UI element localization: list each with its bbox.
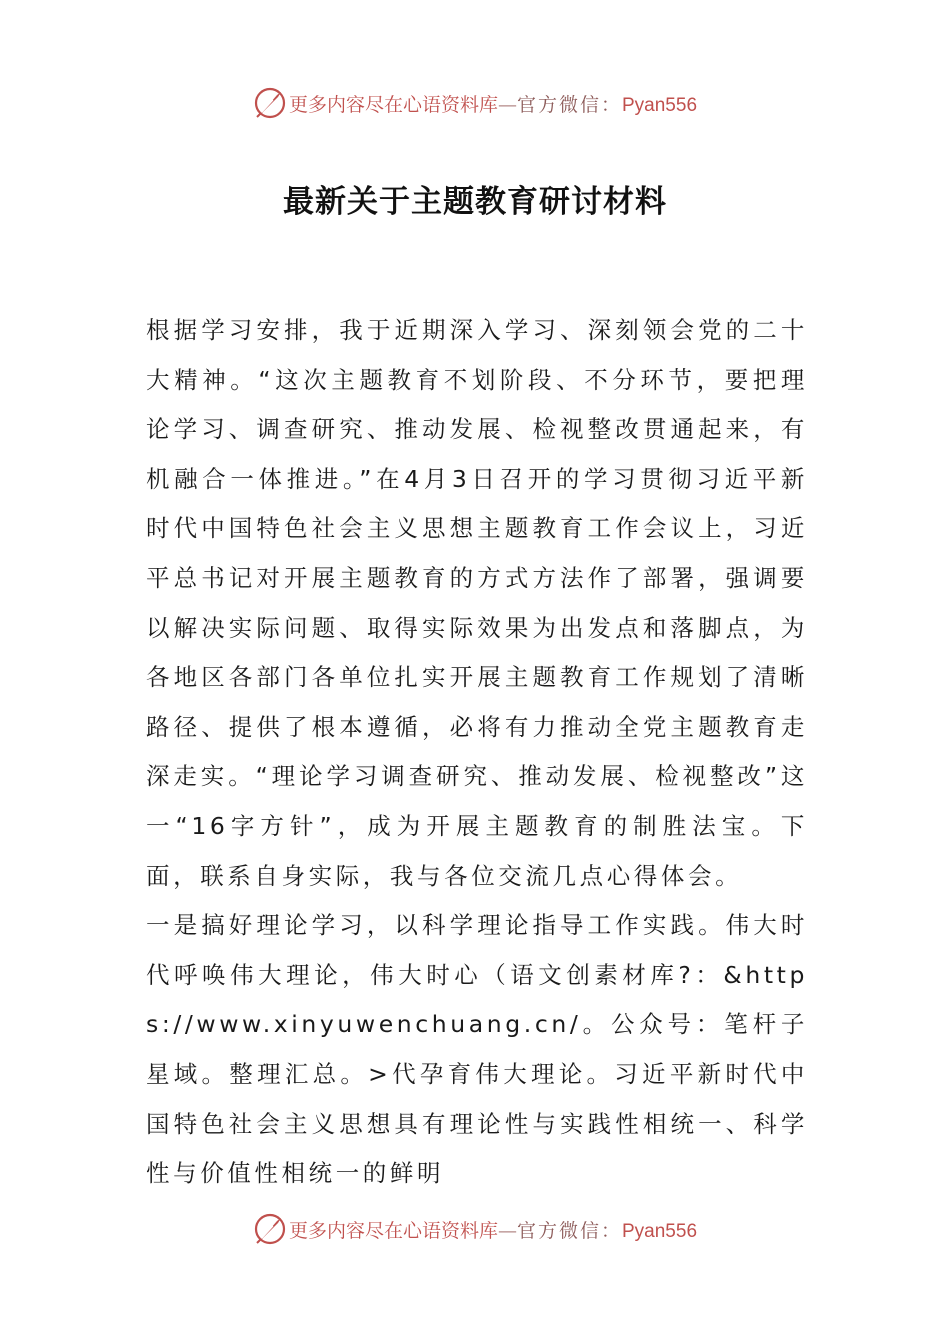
header-banner-separator: — — [497, 93, 517, 116]
header-banner-slogan: 更多内容尽在心语资料库 — [288, 93, 498, 116]
quill-logo-icon — [253, 1212, 287, 1246]
header-banner — [0, 83, 950, 123]
paragraph-point-one: 一是搞好理论学习，以科学理论指导工作实践。伟大时代呼唤伟大理论，伟大时心（语文创素材库?：&https://www.xinyuwenchuang.cn/。公众号：笔杆子星域。整理汇总。>代孕育伟大理论。习近平新时代中国特色社会主义思想具有理论性与实践性相统一、科学性与价值性相统一的鲜明 — [146, 911, 808, 1188]
footer-banner-wechat-id: Pyan556 — [622, 1220, 698, 1242]
paragraph-intro: 根据学习安排，我于近期深入学习、深刻领会党的二十大精神。“这次主题教育不划阶段、不分环节，要把理论学习、调查研究、推动发展、检视整改贯通起来，有机融合一体推进。”在4月3日召开的学习贯彻习近平新时代中国特色社会主义思想主题教育工作会议上，习近平总书记对开展主题教育的方式方法作了部署，强调要以解决实际问题、取得实际效果为出发点和落脚点，为各地区各部门各单位扎实开展主题教育工作规划了清晰路径、提供了根本遵循，必将有力推动全党主题教育走深走实。“理论学习调查研究、推动发展、检视整改”这一“16字方针”，成为开展主题教育的制胜法宝。下面，联系自身实际，我与各位交流几点心得体会。 — [146, 316, 808, 890]
footer-banner — [0, 1209, 950, 1249]
footer-banner-separator: — — [497, 1219, 517, 1242]
document-body — [146, 306, 808, 1199]
document-title: 最新关于主题教育研讨材料 — [283, 184, 667, 220]
footer-banner-slogan: 更多内容尽在心语资料库 — [288, 1219, 498, 1242]
footer-banner-wechat-label: 官方微信： — [516, 1219, 622, 1242]
quill-logo-icon — [253, 86, 287, 120]
header-banner-text — [289, 90, 697, 117]
header-banner-wechat-label: 官方微信： — [516, 93, 622, 116]
footer-banner-text — [289, 1216, 697, 1243]
header-banner-wechat-id: Pyan556 — [622, 94, 698, 116]
